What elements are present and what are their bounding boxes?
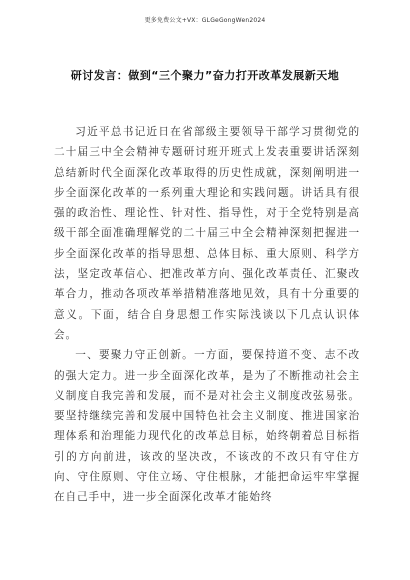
document-body xyxy=(54,122,360,508)
paragraph: 习近平总书记近日在省部级主要领导干部学习贯彻党的二十届三中全会精神专题研讨班开班式上发表重要讲话深刻总结新时代全面深化改革取得的历史性成就，深刻阐明进一步全面深化改革的一系列重大理论和实践问题。讲话具有很强的政治性、理论性、针对性、指导性，对于全党特别是高级干部全面准确理解党的二十届三中全会精神深刻把握进一步全面深化改革的指导思想、总体目标、重大原则、科学方法，坚定改革信心、把准改革方向、强化改革责任、汇聚改革合力，推动各项改革举措精准落地见效，具有十分重要的意义。下面，结合自身思想工作实际浅谈以下几点认识体会。 xyxy=(54,126,360,341)
document-title: 研讨发言：做到“三个聚力”奋力打开改革发展新天地 xyxy=(70,69,340,82)
paragraph: 一、要聚力守正创新。一方面，要保持道不变、志不改的强大定力。进一步全面深化改革，是为了不断推动社会主义制度自我完善和发展，而不是对社会主义制度改弦易张。要坚持继续完善和发展中国特色社会主义制度、推进国家治理体系和治理能力现代化的改革总目标，始终朝着总目标指引的方向前进，该改的坚决改，不该改的不改只有守住方向、守住原则、守住立场、守住根脉，才能把命运牢牢掌握在自己手中，进一步全面深化改革才能始终 xyxy=(54,349,360,504)
header-note: 更多免费公文+VX：GLGeGongWen2024 xyxy=(144,17,266,24)
